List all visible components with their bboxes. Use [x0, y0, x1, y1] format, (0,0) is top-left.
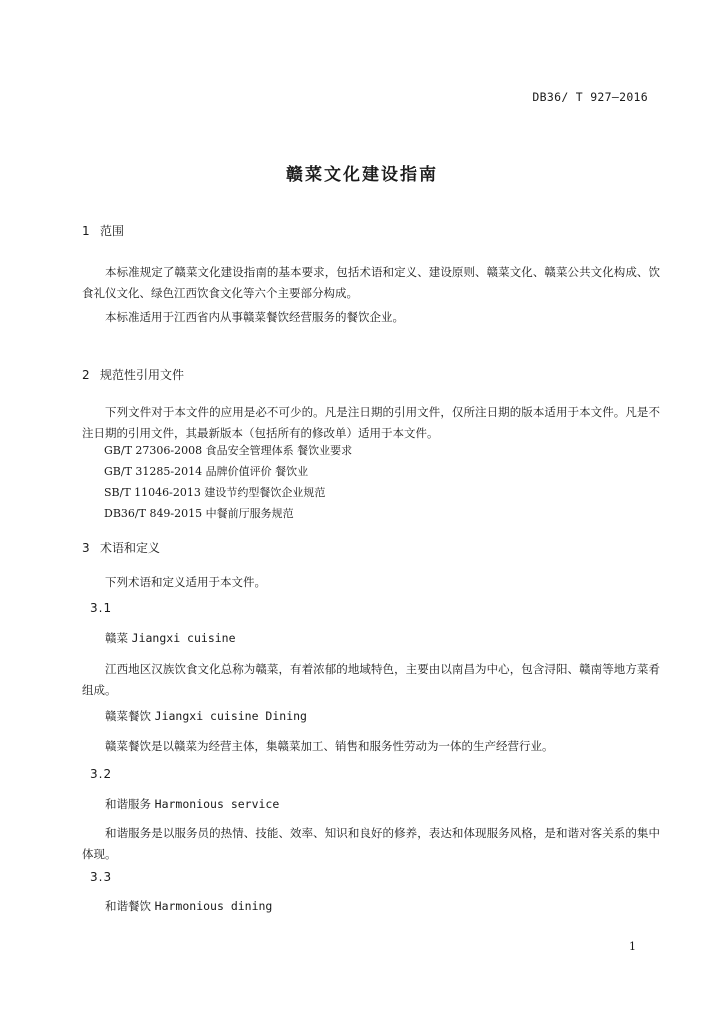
reference-item: GB/T 31285-2014 品牌价值评价 餐饮业: [104, 465, 309, 478]
section-1-paragraph-2: 本标准适用于江西省内从事赣菜餐饮经营服务的餐饮企业。: [105, 310, 404, 324]
section-1-heading: [82, 222, 124, 239]
section-3-intro: 下列术语和定义适用于本文件。: [105, 575, 266, 589]
section-3-number: 3: [82, 541, 90, 555]
term-3-2-definition: 和谐服务是以服务员的热情、技能、效率、知识和良好的修养，表达和体现服务风格，是和谐对客关系的集中体现。: [82, 826, 660, 861]
clause-3-2-number: 3.2: [90, 767, 113, 781]
section-2-title: 规范性引用文件: [100, 368, 185, 382]
term-3-1-dining-english: Jiangxi cuisine Dining: [154, 709, 307, 723]
section-2-heading: [82, 366, 184, 383]
reference-item: DB36/T 849-2015 中餐前厅服务规范: [104, 507, 294, 520]
term-3-2-english: Harmonious service: [154, 797, 280, 811]
term-3-3-heading: [105, 898, 272, 914]
term-3-1-english: Jiangxi cuisine: [131, 631, 236, 645]
term-3-3-english: Harmonious dining: [154, 899, 273, 913]
term-3-1-dining-chinese: 赣菜餐饮: [105, 709, 151, 723]
section-1-title: 范围: [100, 224, 125, 238]
term-3-1-dining-definition: 赣菜餐饮是以赣菜为经营主体，集赣菜加工、销售和服务性劳动为一体的生产经营行业。: [105, 739, 554, 753]
term-3-3-chinese: 和谐餐饮: [105, 899, 151, 913]
reference-item: SB/T 11046-2013 建设节约型餐饮企业规范: [104, 486, 326, 499]
clause-3-1-number: 3.1: [90, 601, 113, 615]
section-3-heading: [82, 539, 160, 556]
section-2-paragraph-1: 下列文件对于本文件的应用是必不可少的。凡是注日期的引用文件，仅所注日期的版本适用于本文件。凡是不注日期的引用文件，其最新版本（包括所有的修改单）适用于本文件。: [82, 405, 660, 440]
term-3-1-chinese: 赣菜: [105, 631, 128, 645]
term-3-1-heading: [105, 630, 236, 646]
page-number: 1: [629, 940, 636, 953]
document-title: 赣菜文化建设指南: [286, 165, 438, 185]
standard-code: DB36/ T 927—2016: [532, 90, 648, 104]
term-3-2-heading: [105, 796, 279, 812]
section-3-title: 术语和定义: [100, 541, 161, 555]
section-1-paragraph-1: 本标准规定了赣菜文化建设指南的基本要求，包括术语和定义、建设原则、赣菜文化、赣菜公共文化构成、饮食礼仪文化、绿色江西饮食文化等六个主要部分构成。: [82, 265, 660, 300]
term-3-1-definition: 江西地区汉族饮食文化总称为赣菜，有着浓郁的地域特色，主要由以南昌为中心，包含浔阳、赣南等地方菜肴组成。: [82, 662, 660, 697]
term-3-2-chinese: 和谐服务: [105, 797, 151, 811]
section-2-number: 2: [82, 368, 90, 382]
term-3-1-dining-heading: [105, 708, 307, 724]
reference-item: GB/T 27306-2008 食品安全管理体系 餐饮业要求: [104, 444, 353, 457]
section-1-number: 1: [82, 224, 90, 238]
clause-3-3-number: 3.3: [90, 870, 113, 884]
